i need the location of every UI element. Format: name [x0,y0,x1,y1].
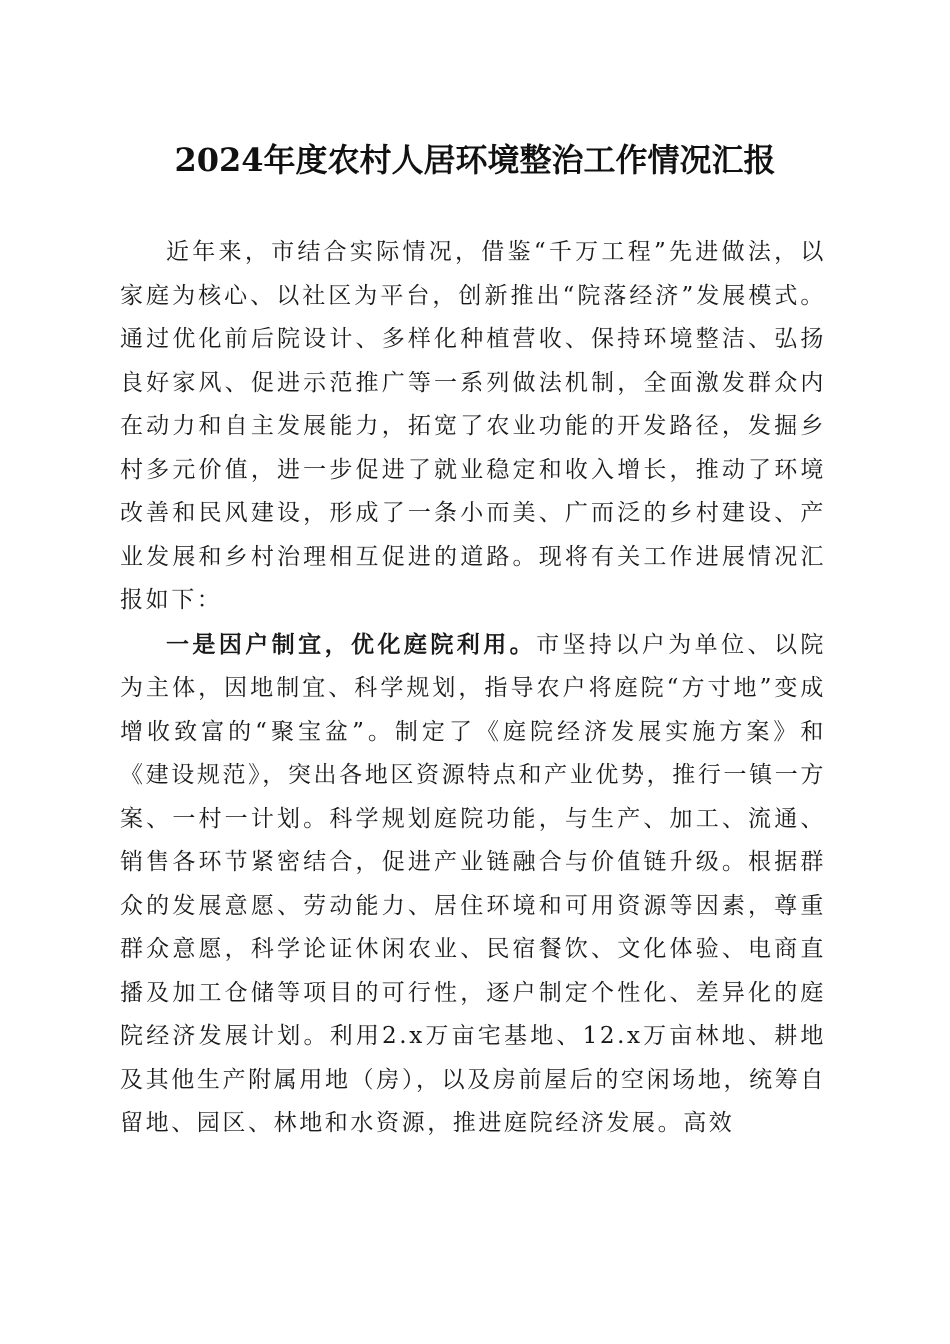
paragraph-section-1 [120,623,826,1146]
paragraph-text: 市坚持以户为单位、以院为主体，因地制宜、科学规划，指导农户将庭院“方寸地”变成增收致富的“聚宝盆”。制定了《庭院经济发展实施方案》和《建设规范》，突出各地区资源特点和产业优势，推行一镇一方案、一村一计划。科学规划庭院功能，与生产、加工、流通、销售各环节紧密结合，促进产业链融合与价值链升级。根据群众的发展意愿、劳动能力、居住环境和可用资源等因素，尊重群众意愿，科学论证休闲农业、民宿餐饮、文化体验、电商直播及加工仓储等项目的可行性，逐户制定个性化、差异化的庭院经济发展计划。利用2.x万亩宅基地、12.x万亩林地、耕地及其他生产附属用地（房），以及房前屋后的空闲场地，统筹自留地、园区、林地和水资源，推进庭院经济发展。高效 [120,631,826,1136]
paragraph-intro [120,230,826,623]
paragraph-text: 近年来，市结合实际情况，借鉴“千万工程”先进做法，以家庭为核心、以社区为平台，创新推出“院落经济”发展模式。通过优化前后院设计、多样化种植营收、保持环境整洁、弘扬良好家风、促进示范推广等一系列做法机制，全面激发群众内在动力和自主发展能力，拓宽了农业功能的开发路径，发掘乡村多元价值，进一步促进了就业稳定和收入增长，推动了环境改善和民风建设，形成了一条小而美、广而泛的乡村建设、产业发展和乡村治理相互促进的道路。现将有关工作进展情况汇报如下： [120,239,826,613]
document-title: 2024年度农村人居环境整治工作情况汇报 [174,141,776,179]
document-body [120,230,826,1146]
paragraph-lead: 一是因户制宜，优化庭院利用。 [166,630,537,658]
